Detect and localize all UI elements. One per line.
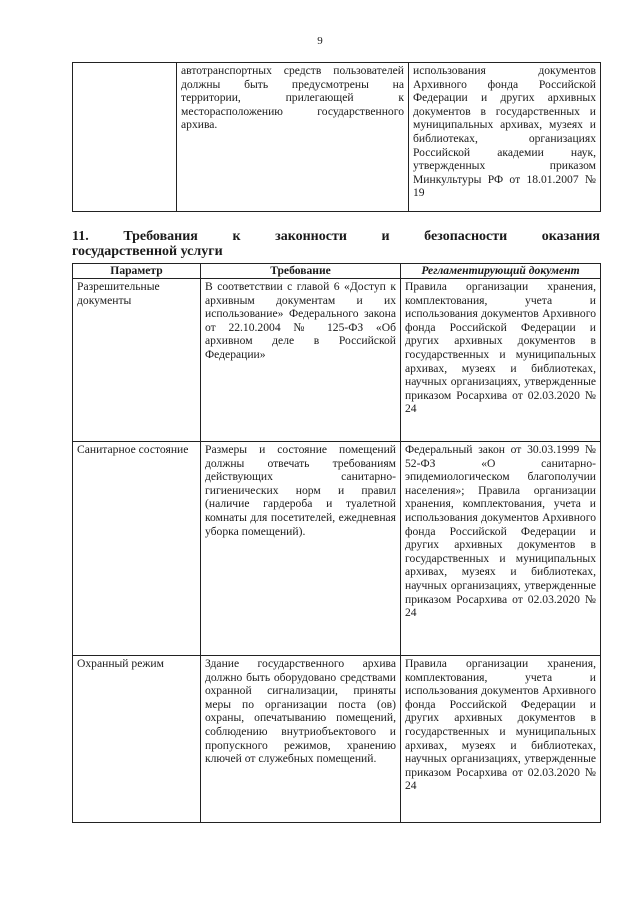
document-cell: Правила организации хранения, комплектования, учета и использования документов Архивного фонда Российской Федерации и других архивных документов в государственных и муниципальных архивах, музеях и библиотеках, научных организациях, утвержденные приказом Росархива от 02.03.2020 № 24 — [401, 279, 601, 442]
heading-word: к — [232, 229, 241, 244]
continued-table — [72, 62, 601, 212]
header-requirement: Требование — [201, 264, 401, 279]
heading-word: оказания — [541, 229, 600, 244]
heading-word: Требования — [123, 229, 198, 244]
header-parameter: Параметр — [73, 264, 201, 279]
page-number: 9 — [317, 35, 323, 47]
parameter-cell — [73, 63, 177, 212]
requirement-cell: В соответствии с главой 6 «Доступ к архивным документам и их использование» Федерального закона от 22.10.2004 № 125-ФЗ «Об архивном деле в Российской Федерации» — [201, 279, 401, 442]
parameter-cell: Разрешительные документы — [73, 279, 201, 442]
table-row — [73, 63, 601, 212]
heading-line-2: государственной услуги — [72, 244, 223, 259]
parameter-cell: Санитарное состояние — [73, 442, 201, 656]
requirement-cell: Здание государственного архива должно быть оборудовано средствами охранной сигнализации, приняты меры по организации поста (ов) охраны, опечатыванию помещений, соблюдению внутриобъектового и пропускного режимов, хранению ключей от служебных помещений. — [201, 656, 401, 823]
document-cell: Федеральный закон от 30.03.1999 № 52-ФЗ «О санитарно-эпидемиологическом благополучии населения»; Правила организации хранения, комплектования, учета и использования документов Архивного фонда Российской Федерации и других архивных документов в государственных и муниципальных архивах, музеях и библиотеках, научных организациях, утвержденные приказом Росархива от 02.03.2020 № 24 — [401, 442, 601, 656]
table-row — [73, 656, 601, 823]
section-number: 11. — [72, 229, 89, 244]
requirements-table — [72, 263, 601, 823]
table-row — [73, 442, 601, 656]
heading-word: безопасности — [424, 229, 508, 244]
document-cell: использования документов Архивного фонда Российской Федерации и других архивных документов в государственных и муниципальных архивах, музеях и библиотеках, организациях Российской академии наук, утвержденных приказом Минкультуры РФ от 18.01.2007 № 19 — [409, 63, 601, 212]
requirement-cell: автотранспортных средств пользователей должны быть предусмотрены на территории, прилегающей к месторасположению государственного архива. — [177, 63, 409, 212]
section-heading — [72, 229, 600, 259]
heading-word: законности — [275, 229, 347, 244]
table-row — [73, 279, 601, 442]
document-cell: Правила организации хранения, комплектования, учета и использования документов Архивного фонда Российской Федерации и других архивных документов в государственных и муниципальных архивах, музеях и библиотеках, научных организациях, утвержденные приказом Росархива от 02.03.2020 № 24 — [401, 656, 601, 823]
heading-word: и — [381, 229, 390, 244]
table-header-row — [73, 264, 601, 279]
header-document: Регламентирующий документ — [401, 264, 601, 279]
parameter-cell: Охранный режим — [73, 656, 201, 823]
requirement-cell: Размеры и состояние помещений должны отвечать требованиям действующих санитарно-гигиенических норм и правил (наличие гардероба и туалетной комнаты для посетителей, ежедневная уборка помещений). — [201, 442, 401, 656]
